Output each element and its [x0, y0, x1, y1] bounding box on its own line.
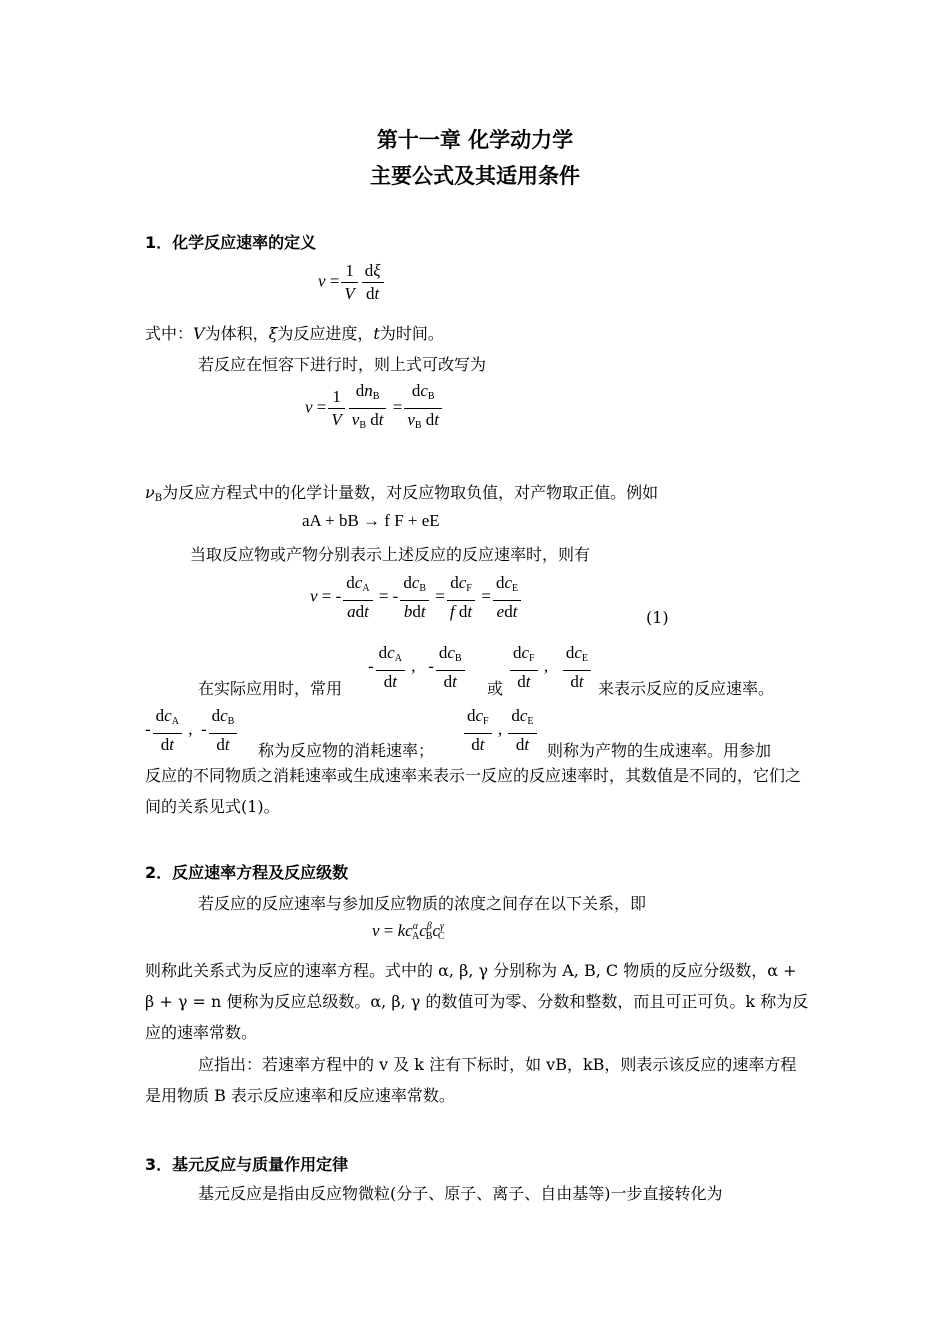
equation-rate-law: $v = kc^\alpha_Ac^\beta_Bc^\gamma_C$ — [372, 921, 445, 942]
practice-text-b: 来表示反应的反应速率。 — [598, 679, 775, 698]
when-text: 当取反应物或产物分别表示上述反应的反应速率时，则有 — [190, 545, 591, 564]
practice-fractions-products: $\frac{dc_F}{dt}$ , $\frac{dc_E}{dt}$ — [508, 644, 593, 691]
section-heading-2: 2．反应速率方程及反应级数 — [145, 863, 349, 882]
nu-definition: $\nu_B$为反应方程式中的化学计量数，对反应物取负值，对产物取正值。例如 — [145, 483, 659, 504]
practice-text-a: 在实际应用时，常用 — [198, 679, 343, 698]
rate-law-intro: 若反应的反应速率与参加反应物质的浓度之间存在以下关系，即 — [198, 894, 647, 913]
paragraph-subscript-note: 应指出：若速率方程中的 v 及 k 注有下标时，如 vB，kB，则表示该反应的速率方程是用物质 B 表示反应速率和反应速率常数。 — [145, 1055, 797, 1105]
equation-rate-definition: v = $\frac{1}{V}$ $\frac{d\xi}{dt}$ — [318, 262, 386, 303]
consume-text-a: 称为反应物的消耗速率； — [258, 741, 435, 760]
reaction-equation: aA + bB → f F + eE — [302, 511, 440, 530]
equation-number: (1) — [646, 608, 669, 627]
section-heading-1: 1．化学反应速率的定义 — [145, 233, 317, 252]
equation-1: v = - $\frac{dc_A}{\text{adt}}$ = - $\frac{dc_B}{\text{bdt}}$ = $\frac{dc_F}{\text{f dt}}$ = $\frac{dc_E}{\text{edt}}$ — [310, 574, 523, 621]
paragraph-elementary-reaction: 基元反应是指由反应物微粒(分子、原子、离子、自由基等)一步直接转化为 — [198, 1184, 723, 1203]
constant-volume-text: 若反应在恒容下进行时，则上式可改写为 — [198, 355, 487, 374]
paragraph-reaction-order: 则称此关系式为反应的速率方程。式中的 α, β, γ 分别称为 A, B, C 物质的反应分级数，α + β + γ = n 便称为反应总级数。α, β, γ 的数值可为零、分数和整数，而且可正可负。k 称为反应的速率常数。 — [145, 961, 809, 1042]
section-heading-3: 3．基元反应与质量作用定律 — [145, 1155, 349, 1174]
page-subtitle: 主要公式及其适用条件 — [370, 164, 580, 188]
practice-or: 或 — [487, 679, 504, 698]
produce-fractions: $\frac{dc_F}{dt}$ , $\frac{dc_E}{dt}$ — [462, 707, 539, 754]
page-title: 第十一章 化学动力学 — [376, 128, 574, 152]
consume-text-b: 则称为产物的生成速率。用参加 — [547, 741, 772, 760]
practice-fractions: - $\frac{dc_A}{dt}$ , - $\frac{dc_B}{dt}$ — [368, 644, 467, 691]
where-line: 式中：V为体积，ξ为反应进度，t为时间。 — [145, 324, 444, 343]
paragraph-relation: 反应的不同物质之消耗速率或生成速率来表示一反应的反应速率时，其数值是不同的，它们之间的关系见式(1)。 — [145, 766, 802, 816]
consume-fractions: - $\frac{dc_A}{dt}$ , - $\frac{dc_B}{dt}$ — [145, 707, 239, 754]
equation-constant-volume: v = $\frac{1}{V}$ $\frac{dn_B}{\nu_B dt}$ = $\frac{dc_B}{\nu_B dt}$ — [305, 382, 444, 435]
